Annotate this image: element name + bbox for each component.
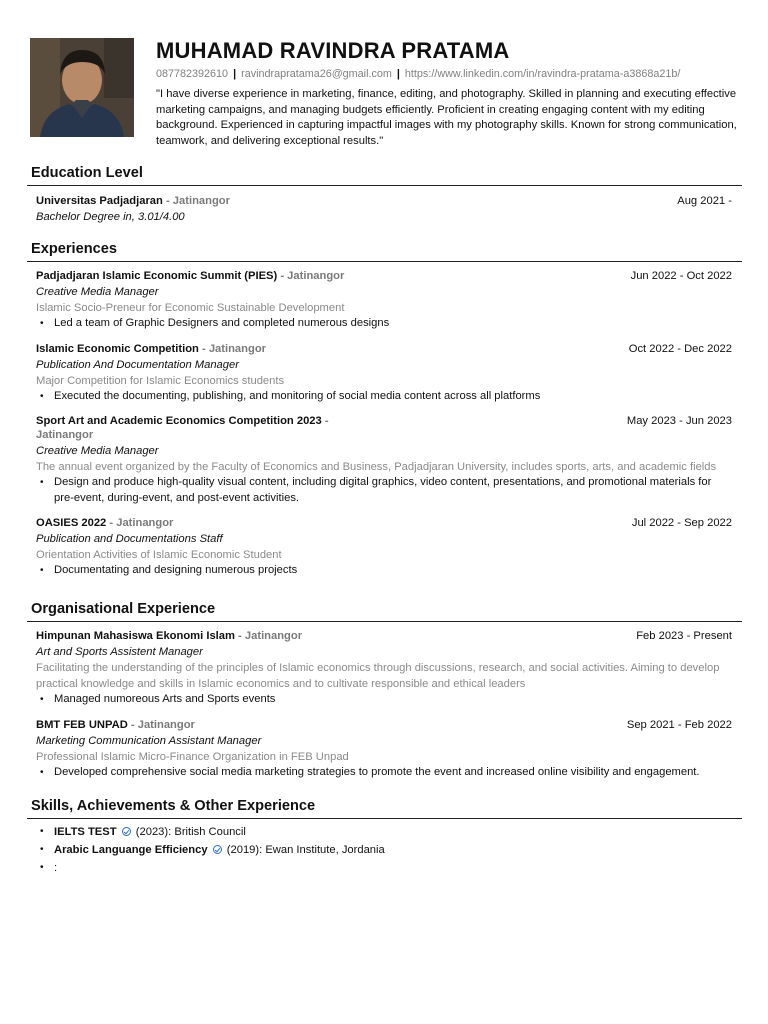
education-section	[27, 164, 742, 225]
organization-description: The annual event organized by the Faculty of Economics and Business, Padjadjaran University, includes sports, arts, and academic fields	[36, 461, 717, 473]
entry-date: Sep 2021 - Feb 2022	[626, 718, 732, 731]
experience-entry	[27, 341, 742, 405]
entry-date: Aug 2021 -	[677, 195, 732, 207]
organization-name: OASIES 2022	[36, 517, 107, 529]
organization-name: BMT FEB UNPAD	[36, 718, 128, 731]
organization-description: Major Competition for Islamic Economics students	[36, 374, 285, 387]
skill-detail: :	[54, 862, 58, 874]
organization-description: Orientation Activities of Islamic Economic Student	[36, 549, 282, 561]
section-title-organisational: Organisational Experience	[27, 600, 742, 622]
organization-description: Professional Islamic Micro-Finance Organization in FEB Unpad	[36, 750, 349, 763]
header-info	[156, 38, 746, 149]
job-role: Publication and Documentations Staff	[36, 533, 223, 545]
institution-name: Universitas Padjadjaran	[36, 195, 163, 207]
organization-name: Islamic Economic Competition	[36, 342, 199, 355]
entry-date: Feb 2023 - Present	[636, 630, 732, 642]
organization-name: Himpunan Mahasiswa Ekonomi Islam	[36, 630, 235, 642]
experience-entry	[27, 515, 742, 579]
entry-header	[36, 515, 732, 531]
verified-check-icon	[122, 827, 131, 836]
job-role: Publication And Documentation Manager	[36, 358, 239, 371]
job-role: Art and Sports Assistent Manager	[36, 646, 203, 658]
list-item: • Developed comprehensive social media marketing strategies to promote the event and increased online visibility and engagement.	[36, 765, 732, 781]
organization-description: Islamic Socio-Preneur for Economic Sustainable Development	[36, 302, 345, 314]
institution-location: - Jatinangor	[162, 195, 230, 207]
linkedin-link[interactable]: https://www.linkedin.com/in/ravindra-pratama-a3868a21b/	[404, 68, 681, 80]
skill-detail: (2019): Ewan Institute, Jordania	[223, 844, 385, 856]
candidate-name: MUHAMAD RAVINDRA PRATAMA	[156, 38, 510, 63]
organisational-section	[27, 600, 742, 780]
achievement-list	[36, 765, 732, 781]
achievement-list	[36, 475, 732, 506]
job-role: Creative Media Manager	[36, 445, 159, 457]
entry-header	[36, 193, 732, 209]
entry-header	[36, 413, 732, 441]
contact-separator: |	[233, 68, 237, 80]
achievement-list	[36, 692, 732, 708]
degree-info: Bachelor Degree in, 3.01/4.00	[36, 211, 185, 223]
job-role: Marketing Communication Assistant Manager	[36, 734, 262, 747]
achievement-list	[36, 563, 732, 579]
organisation-entry	[27, 717, 742, 781]
entry-header	[36, 717, 732, 733]
email-link[interactable]: ravindrapratama26@gmail.com	[241, 68, 392, 80]
experiences-section	[27, 240, 742, 579]
organization-location: - Jatinangor	[198, 342, 267, 355]
entry-date: Jun 2022 - Oct 2022	[630, 270, 732, 282]
list-item: • Documentating and designing numerous projects	[36, 563, 732, 579]
contact-separator: |	[396, 68, 400, 80]
profile-photo-illustration	[30, 38, 134, 137]
entry-header	[36, 341, 732, 357]
organization-name: Sport Art and Academic Economics Competition 2023	[36, 415, 322, 427]
entry-date: May 2023 - Jun 2023	[626, 415, 732, 427]
skill-name: Arabic Languange Efficiency	[54, 844, 208, 856]
organization-location-wrap: Jatinangor	[36, 429, 94, 441]
organization-location: - Jatinangor	[106, 517, 174, 529]
contact-line	[156, 67, 746, 82]
entry-header	[36, 268, 732, 284]
profile-summary: "I have diverse experience in marketing, finance, editing, and photography. Skilled in planning and executing effective marketing campaigns, and managing budgets efficiently. Proficient in creating engaging content with my editing background. Experienced in capturing impactful images with my photography skills. Known for strong communication, teamwork, and delivering exceptional results."	[156, 88, 737, 147]
organisation-entry	[27, 628, 742, 708]
organization-location: -	[321, 415, 329, 427]
experience-entry	[27, 268, 742, 332]
list-item: • Led a team of Graphic Designers and completed numerous designs	[36, 316, 732, 332]
phone-number[interactable]: 087782392610	[156, 68, 229, 80]
entry-header	[36, 628, 732, 644]
list-item: • Design and produce high-quality visual content, including digital graphics, video content, presentations, and promotional materials for pre-event, during-event, and post-event activities.	[36, 475, 732, 506]
organization-description: Facilitating the understanding of the principles of Islamic economics through discussions, research, and social activities. Aiming to develop practical knowledge and skills in Islamic economics and to cultivate responsible and ethical leaders	[36, 662, 720, 690]
entry-date: Oct 2022 - Dec 2022	[628, 342, 732, 355]
job-role: Creative Media Manager	[36, 286, 159, 298]
list-item: • Managed numoreous Arts and Sports events	[36, 692, 732, 708]
organization-location: - Jatinangor	[127, 718, 195, 731]
entry-date: Jul 2022 - Sep 2022	[631, 517, 732, 529]
section-title-skills: Skills, Achievements & Other Experience	[27, 797, 742, 819]
skill-detail: (2023): British Council	[132, 826, 246, 838]
verified-check-icon	[213, 845, 222, 854]
skill-item	[36, 841, 732, 859]
organization-location: - Jatinangor	[277, 270, 345, 282]
skill-item	[36, 859, 732, 877]
section-title-experiences: Experiences	[27, 240, 742, 262]
skill-name: IELTS TEST	[54, 826, 117, 838]
profile-photo	[30, 38, 134, 137]
skills-section	[27, 797, 742, 877]
section-title-education: Education Level	[27, 164, 742, 186]
achievement-list	[36, 389, 732, 405]
organization-name: Padjadjaran Islamic Economic Summit (PIES)	[36, 270, 278, 282]
skills-list	[27, 823, 742, 877]
experience-entry	[27, 413, 742, 506]
education-entry	[27, 193, 742, 225]
skill-item	[36, 823, 732, 841]
achievement-list	[36, 316, 732, 332]
organization-location: - Jatinangor	[234, 630, 303, 642]
list-item: • Executed the documenting, publishing, and monitoring of social media content across all platforms	[36, 389, 732, 405]
